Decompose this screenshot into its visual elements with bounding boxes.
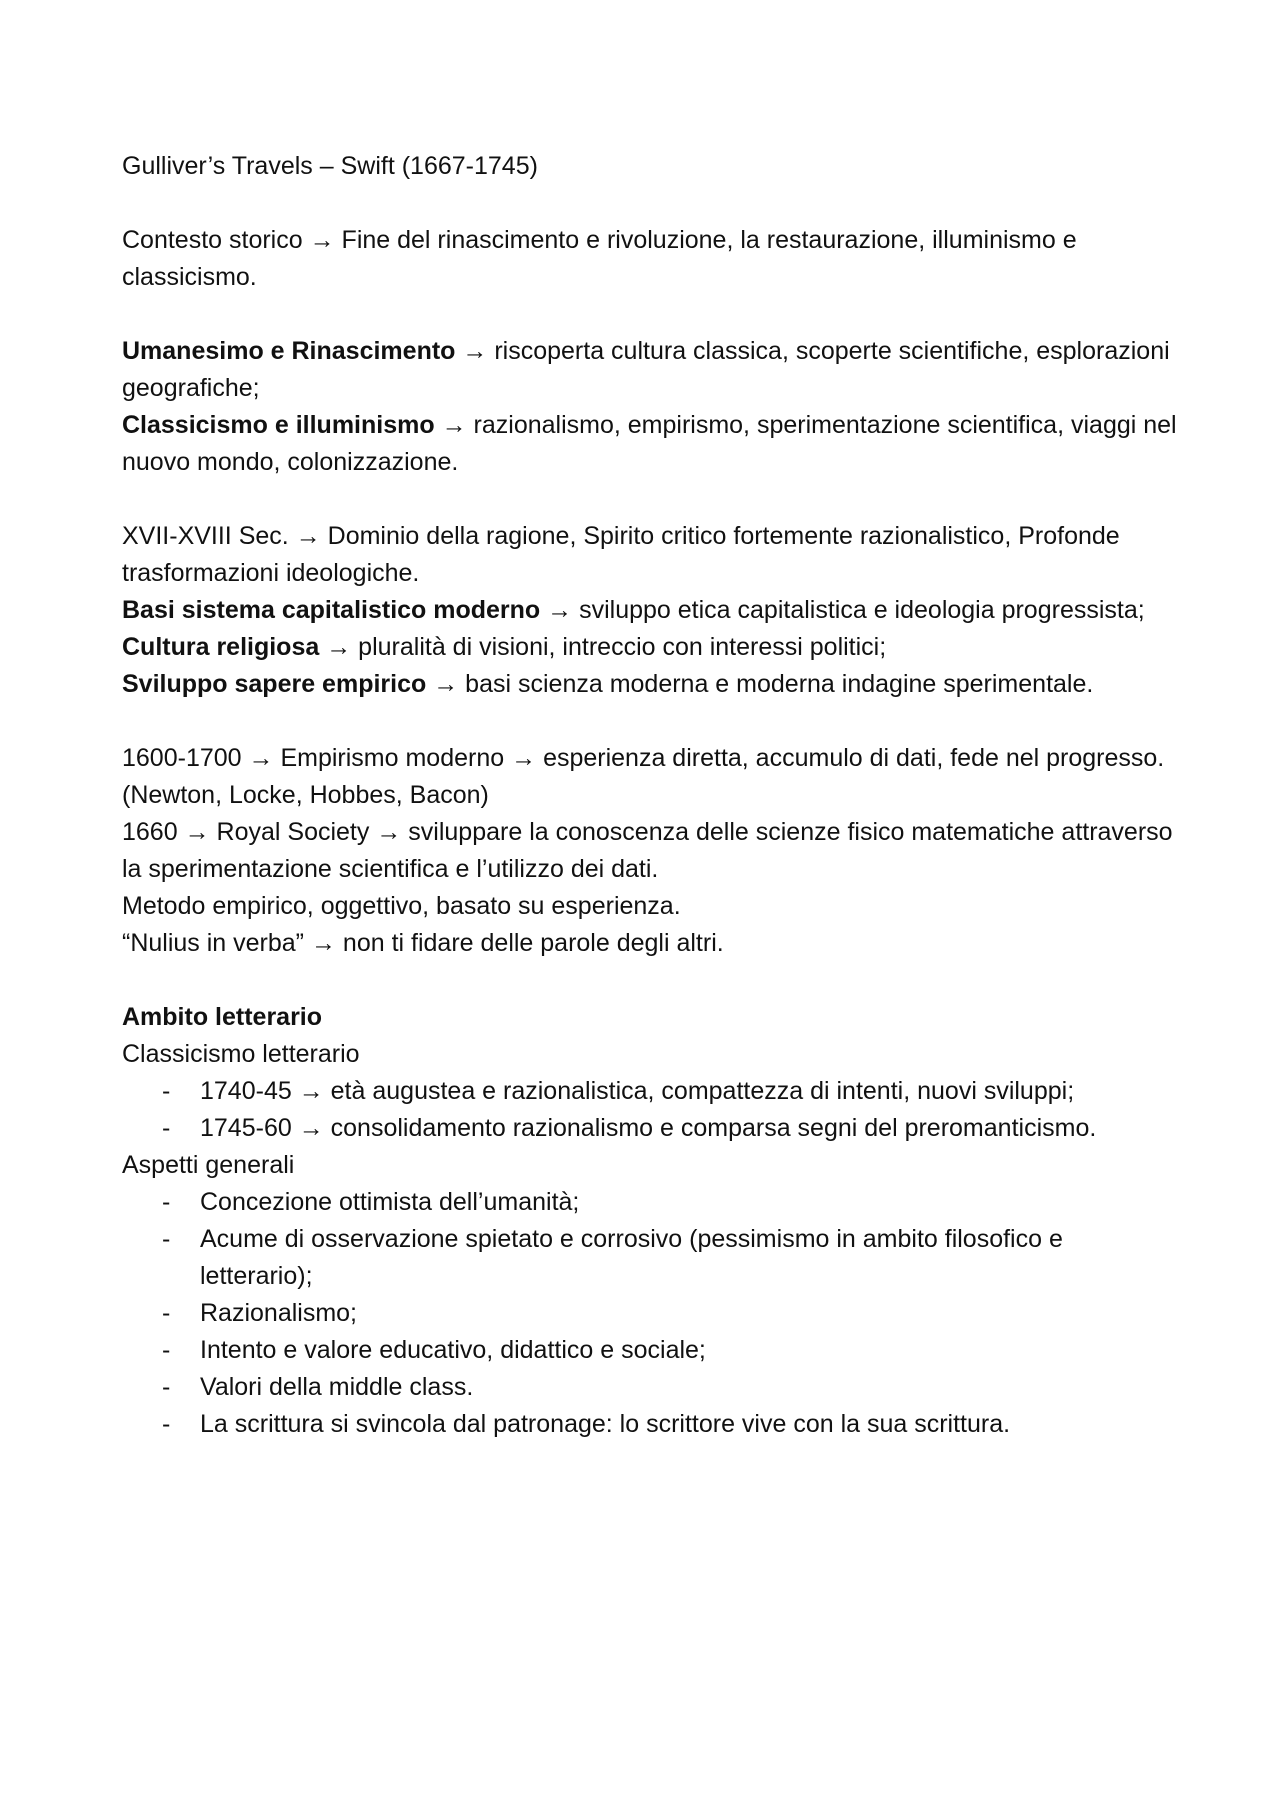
list-item [122, 1369, 1182, 1406]
dash-bullet: - [162, 1114, 171, 1142]
century-label: XVII-XVIII Sec. [122, 522, 289, 550]
dash-bullet: - [162, 1188, 171, 1216]
point-label: Basi sistema capitalistico moderno [122, 596, 541, 624]
motto-paragraph [122, 925, 1182, 962]
point-text: pluralità di visioni, intreccio con interessi politici; [358, 633, 887, 661]
dash-bullet: - [162, 1077, 171, 1105]
section-heading [122, 999, 1182, 1036]
empiricism-text: esperienza diretta, accumulo di dati, fede nel progresso. (Newton, Locke, Hobbes, Bacon) [122, 744, 1165, 809]
arrow-icon: → [462, 337, 488, 365]
list-text: Razionalismo; [200, 1299, 358, 1327]
empiricism-paragraph [122, 740, 1182, 814]
royal-society-text: sviluppare la conoscenza delle scienze fisico matematiche attraverso la sperimentazione scientifica e l’utilizzo dei dati. [122, 818, 1173, 883]
motto-text: non ti fidare delle parole degli altri. [342, 929, 724, 957]
period-label: Umanesimo e Rinascimento [122, 337, 456, 365]
year: 1660 [122, 818, 178, 846]
arrow-icon: → [326, 633, 352, 661]
list-text: La scrittura si svincola dal patronage: lo scrittore vive con la sua scrittura. [200, 1410, 1011, 1438]
arrow-icon: → [298, 1114, 324, 1142]
list-text: Valori della middle class. [200, 1373, 474, 1401]
point-paragraph [122, 629, 1182, 666]
royal-society-paragraph [122, 814, 1182, 888]
list-item [122, 1221, 1182, 1295]
dash-bullet: - [162, 1299, 171, 1327]
period-paragraph [122, 333, 1182, 407]
period-label: Classicismo e illuminismo [122, 411, 435, 439]
document-title: Gulliver’s Travels – Swift (1667-1745) [122, 152, 538, 180]
point-text: basi scienza moderna e moderna indagine sperimentale. [465, 670, 1094, 698]
date-range: 1740-45 [200, 1077, 292, 1105]
context-paragraph [122, 222, 1182, 296]
list-text: Intento e valore educativo, didattico e sociale; [200, 1336, 706, 1364]
list-item [122, 1184, 1182, 1221]
arrow-icon: → [295, 522, 321, 550]
date-range: 1745-60 [200, 1114, 292, 1142]
arrow-icon: → [376, 818, 402, 846]
list-text: Concezione ottimista dell’umanità; [200, 1188, 580, 1216]
arrow-icon: → [511, 744, 537, 772]
century-text: Dominio della ragione, Spirito critico fortemente razionalistico, Profonde trasformazioni ideologiche. [122, 522, 1120, 587]
list-item [122, 1110, 1182, 1147]
general-list [122, 1184, 1182, 1443]
date-range: 1600-1700 [122, 744, 242, 772]
royal-society-label: Royal Society [216, 818, 370, 846]
point-paragraph [122, 592, 1182, 629]
list-item [122, 1295, 1182, 1332]
dash-bullet: - [162, 1225, 171, 1253]
motto: “Nulius in verba” [122, 929, 305, 957]
context-label: Contesto storico [122, 226, 303, 254]
dash-bullet: - [162, 1336, 171, 1364]
arrow-icon: → [248, 744, 274, 772]
point-text: sviluppo etica capitalistica e ideologia progressista; [579, 596, 1145, 624]
period-paragraph [122, 407, 1182, 481]
arrow-icon: → [310, 929, 336, 957]
century-paragraph [122, 518, 1182, 592]
arrow-icon: → [184, 818, 210, 846]
context-text: Fine del rinascimento e rivoluzione, la restaurazione, illuminismo e classicismo. [122, 226, 1077, 291]
period-text: riscoperta cultura classica, scoperte scientifiche, esplorazioni geografiche; [122, 337, 1170, 402]
general-label: Aspetti generali [122, 1151, 295, 1179]
list-item [122, 1332, 1182, 1369]
literary-heading: Ambito letterario [122, 1003, 323, 1031]
list-text: età augustea e razionalistica, compattezza di intenti, nuovi sviluppi; [330, 1077, 1075, 1105]
empiricism-label: Empirismo moderno [280, 744, 505, 772]
list-text: consolidamento razionalismo e comparsa segni del preromanticismo. [330, 1114, 1097, 1142]
arrow-icon: → [298, 1077, 324, 1105]
list-item [122, 1073, 1182, 1110]
list-text: Acume di osservazione spietato e corrosivo (pessimismo in ambito filosofico e letterario); [200, 1225, 1063, 1290]
arrow-icon: → [309, 226, 335, 254]
document-page [122, 148, 1182, 1443]
classicism-list [122, 1073, 1182, 1147]
arrow-icon: → [433, 670, 459, 698]
dash-bullet: - [162, 1410, 171, 1438]
point-label: Sviluppo sapere empirico [122, 670, 427, 698]
list-item [122, 1406, 1182, 1443]
dash-bullet: - [162, 1373, 171, 1401]
period-text: razionalismo, empirismo, sperimentazione scientifica, viaggi nel nuovo mondo, colonizzazione. [122, 411, 1177, 476]
method-line: Metodo empirico, oggettivo, basato su esperienza. [122, 892, 681, 920]
classicism-label: Classicismo letterario [122, 1040, 360, 1068]
point-label: Cultura religiosa [122, 633, 320, 661]
arrow-icon: → [441, 411, 467, 439]
arrow-icon: → [547, 596, 573, 624]
point-paragraph [122, 666, 1182, 703]
